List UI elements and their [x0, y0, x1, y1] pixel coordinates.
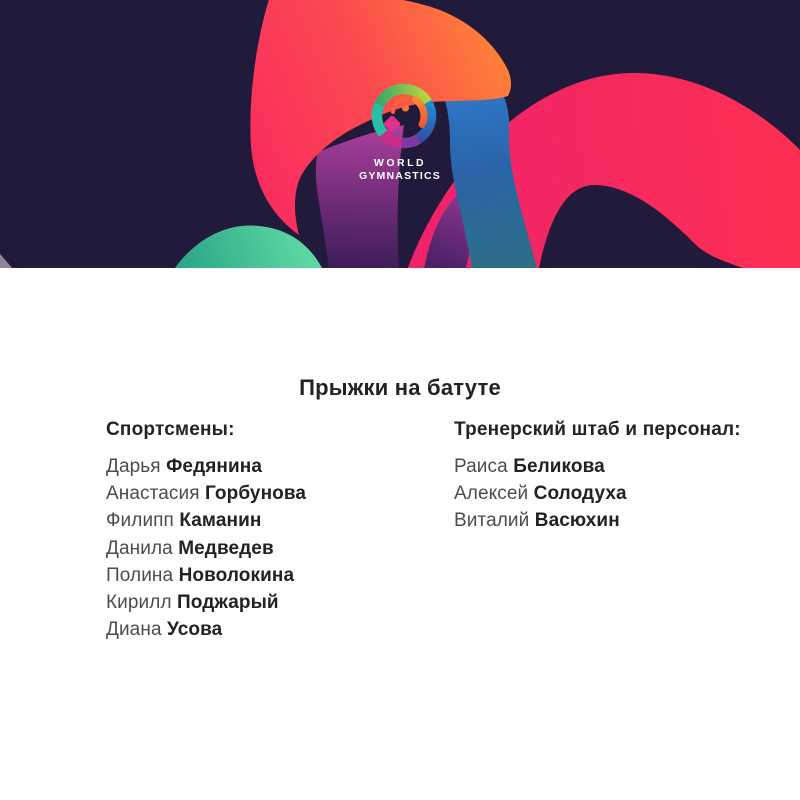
athlete-row [106, 589, 436, 616]
staff-list [454, 453, 784, 535]
athlete-last-name: Федянина [166, 456, 263, 477]
athlete-last-name: Каманин [179, 510, 262, 532]
athlete-row [106, 507, 436, 534]
athlete-first-name: Филипп [106, 510, 174, 532]
athlete-row [106, 562, 436, 589]
banner [0, 0, 800, 268]
staff-row [454, 480, 784, 507]
staff-row [454, 507, 784, 534]
athlete-last-name: Новолокина [178, 564, 295, 586]
staff-first-name: Раиса [454, 456, 508, 477]
staff-last-name: Беликова [513, 456, 605, 477]
staff-last-name: Солодуха [533, 483, 627, 505]
athlete-last-name: Медведев [178, 537, 274, 559]
athlete-first-name: Диана [106, 619, 162, 641]
athlete-first-name: Полина [106, 564, 174, 586]
gymnast-head-icon [402, 104, 409, 111]
athlete-first-name: Кирилл [106, 592, 172, 614]
athlete-row [106, 453, 436, 480]
athlete-last-name: Поджарый [177, 592, 279, 614]
logo-ring-purple2 [402, 139, 419, 143]
staff-first-name: Виталий [454, 510, 530, 532]
athlete-last-name: Усова [167, 619, 223, 641]
staff-row [454, 453, 784, 480]
logo-wordmark-line1: WORLD [373, 157, 427, 169]
athlete-last-name: Горбунова [204, 483, 307, 505]
page-title: Прыжки на батуте [299, 375, 501, 400]
roster-card [0, 268, 800, 800]
athletes-list [106, 453, 436, 643]
staff-header: Тренерский штаб и персонал: [454, 419, 741, 440]
athletes-header: Спортсмены: [106, 419, 235, 440]
athlete-first-name: Данила [106, 537, 173, 559]
staff-last-name: Васюхин [534, 510, 620, 532]
athlete-first-name: Дарья [106, 456, 161, 477]
athlete-row [106, 535, 436, 562]
staff-first-name: Алексей [454, 483, 529, 505]
athlete-first-name: Анастасия [106, 483, 200, 505]
staff-column [454, 416, 784, 535]
athlete-row [106, 616, 436, 643]
athlete-row [106, 480, 436, 507]
athletes-column [106, 416, 436, 643]
banner-artwork [0, 0, 800, 268]
logo-wordmark-line2: GYMNASTICS [358, 170, 442, 182]
logo-ring-teal [377, 105, 383, 134]
